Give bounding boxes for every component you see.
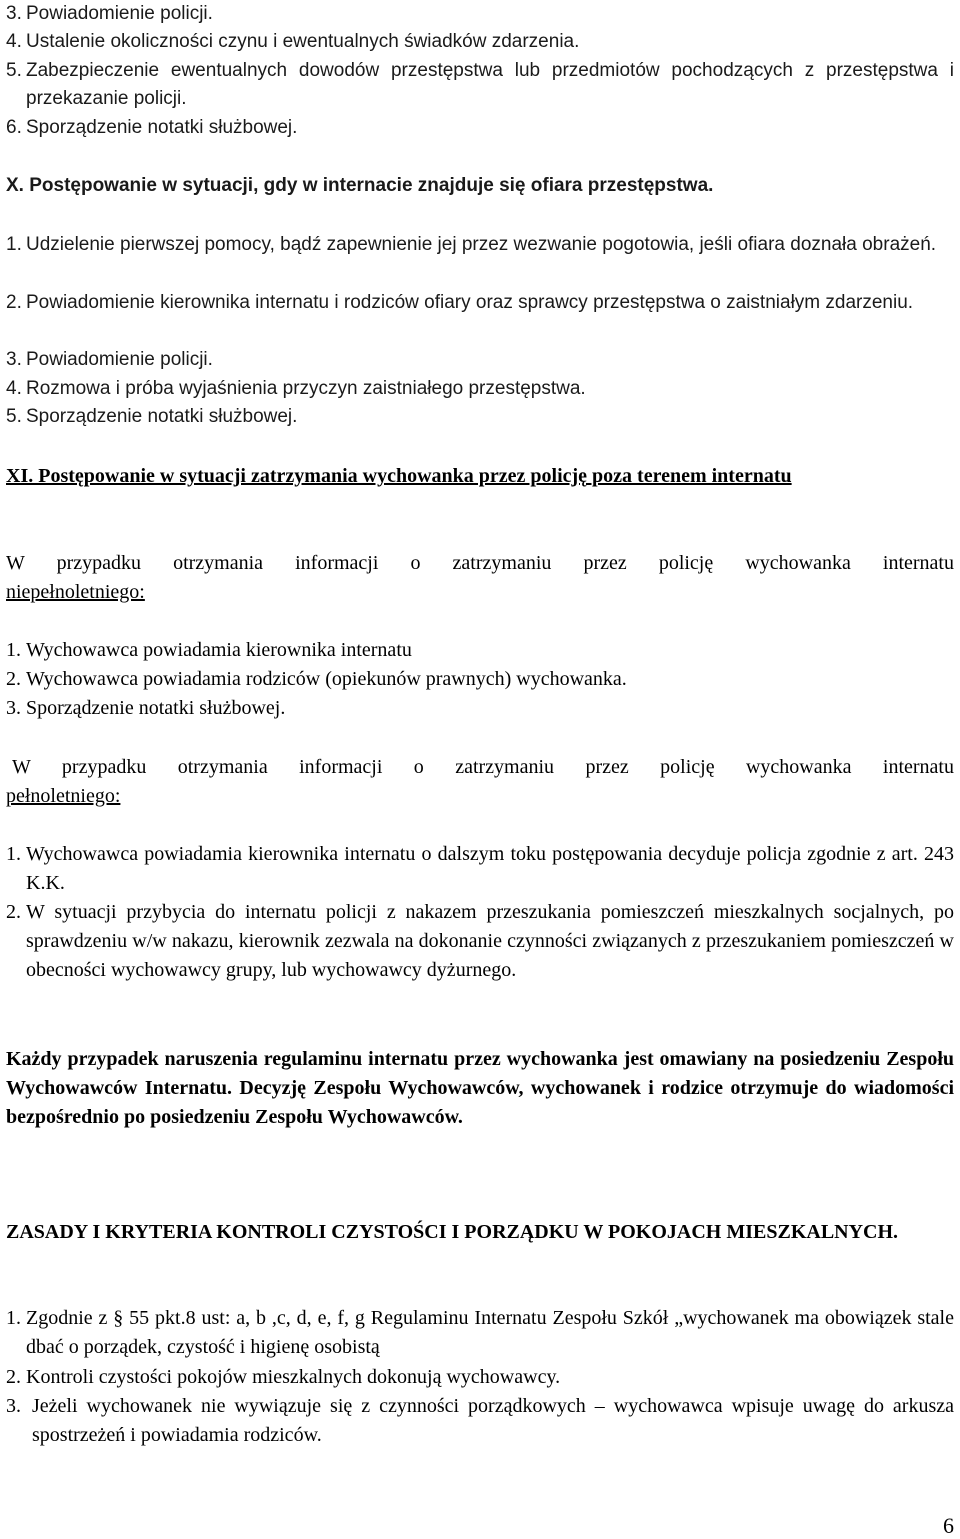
rules-heading: ZASADY I KRYTERIA KONTROLI CZYSTOŚCI I PORZĄDKU W POKOJACH MIESZKALNYCH.	[6, 1221, 899, 1243]
list-item: 2. W sytuacji przybycia do internatu policji z nakazem przeszukania pomieszczeń mieszkalnych socjalnych, po sprawdzeniu w/w nakazu, kierownik zezwala na dokonanie czynności związanych z przeszukaniem pomieszczeń w obecności wychowawcy grupy, lub wychowawcy dyżurnego.	[6, 901, 954, 981]
section-x-heading: X. Postępowanie w sytuacji, gdy w internacie znajduje się ofiara przestępstwa.	[6, 175, 714, 196]
list-item: 3. Powiadomienie policji.	[6, 349, 213, 370]
list-item: 3. Sporządzenie notatki służbowej.	[6, 697, 286, 719]
list-item: 1. Wychowawca powiadamia kierownika internatu	[6, 639, 412, 661]
page-number: 6	[943, 1513, 954, 1538]
list-item: 1. Zgodnie z § 55 pkt.8 ust: a, b ,c, d, e, f, g Regulaminu Internatu Zespołu Szkół „wychowanek ma obowiązek stale dbać o porządek, czystość i higienę osobistą	[6, 1307, 954, 1358]
list-item: 5. Sporządzenie notatki służbowej.	[6, 406, 298, 427]
list-item: 1. Udzielenie pierwszej pomocy, bądź zapewnienie jej przez wezwanie pogotowia, jeśli ofiara doznała obrażeń.	[6, 234, 937, 255]
list-item: 4. Ustalenie okoliczności czynu i ewentualnych świadków zdarzenia.	[6, 31, 580, 52]
list-item: 2. Powiadomienie kierownika internatu i rodziców ofiary oraz sprawcy przestępstwa o zaistniałym zdarzeniu.	[6, 292, 914, 313]
list-item: 3. Jeżeli wychowanek nie wywiązuje się z czynności porządkowych – wychowawca wpisuje uwagę do arkusza spostrzeżeń i powiadamia rodziców.	[6, 1395, 954, 1446]
list-item: 5. Zabezpieczenie ewentualnych dowodów przestępstwa lub przedmiotów pochodzących z przestępstwa i przekazanie policji.	[6, 60, 954, 109]
minor-intro: W przypadku otrzymania informacji o zatrzymaniu przez policję wychowanka internatu niepełnoletniego:	[6, 552, 954, 603]
list-item: 3. Powiadomienie policji.	[6, 3, 213, 24]
list-item: 1. Wychowawca powiadamia kierownika internatu o dalszym toku postępowania decyduje policja zgodnie z art. 243 K.K.	[6, 843, 954, 894]
list-item: 2. Wychowawca powiadamia rodziców (opiekunów prawnych) wychowanka.	[6, 668, 627, 690]
list-item: 6. Sporządzenie notatki służbowej.	[6, 117, 298, 138]
section-xi-heading: XI. Postępowanie w sytuacji zatrzymania wychowanka przez policję poza terenem internatu	[6, 465, 792, 487]
adult-intro: W przypadku otrzymania informacji o zatrzymaniu przez policję wychowanka internatu pełnoletniego:	[6, 756, 954, 807]
list-item: 4. Rozmowa i próba wyjaśnienia przyczyn zaistniałego przestępstwa.	[6, 378, 586, 399]
bold-paragraph: Każdy przypadek naruszenia regulaminu internatu przez wychowanka jest omawiany na posiedzeniu Zespołu Wychowawców Internatu. Decyzję Zespołu Wychowawców, wychowanek i rodzice otrzymuje do wiadomości bezpośrednio po posiedzeniu Zespołu Wychowawców.	[6, 1048, 954, 1128]
list-item: 2. Kontroli czystości pokojów mieszkalnych dokonują wychowawcy.	[6, 1366, 561, 1388]
